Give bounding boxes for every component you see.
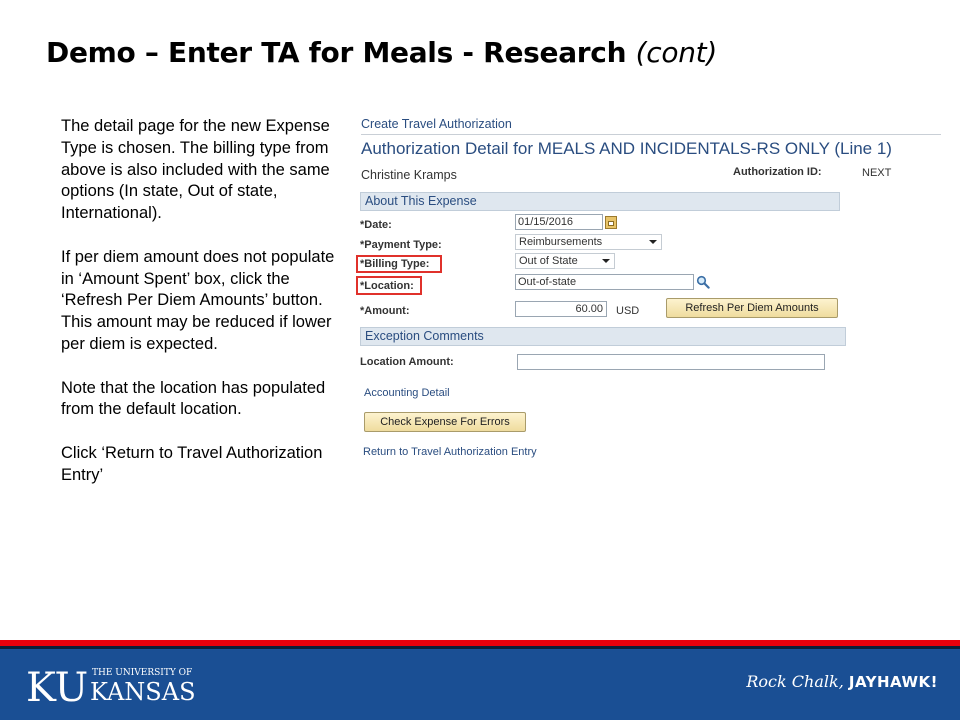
location-amount-field[interactable] xyxy=(517,354,825,370)
return-to-authorization-entry-link[interactable]: Return to Travel Authorization Entry xyxy=(363,446,537,458)
accounting-detail-link[interactable]: Accounting Detail xyxy=(364,387,450,399)
payment-type-select[interactable] xyxy=(515,234,662,250)
location-field[interactable]: Out-of-state xyxy=(515,274,694,290)
logo-kansas-text: KANSAS xyxy=(90,678,196,706)
location-label: *Location: xyxy=(360,280,414,292)
dropdown-arrow-icon xyxy=(602,259,610,263)
logo-university-text: THE UNIVERSITY OF xyxy=(92,668,193,678)
date-field[interactable]: 01/15/2016 xyxy=(515,214,603,230)
slide-title-cont: (cont) xyxy=(635,36,717,69)
note-paragraph: The detail page for the new Expense Type is chosen. The billing type from above is also included with the same options (In state, Out of state, International). xyxy=(61,117,330,223)
note-paragraph: Note that the location has populated from the default location. xyxy=(61,378,326,419)
billing-type-value: Out of State xyxy=(519,255,578,267)
location-amount-label: Location Amount: xyxy=(360,356,454,368)
section-about-this-expense: About This Expense xyxy=(360,192,840,211)
check-expense-button[interactable]: Check Expense For Errors xyxy=(364,412,526,432)
ku-logo xyxy=(26,662,196,706)
authorization-id-label: Authorization ID: xyxy=(733,166,822,178)
calendar-icon[interactable] xyxy=(605,216,617,229)
divider xyxy=(361,134,941,135)
breadcrumb[interactable]: Create Travel Authorization xyxy=(361,117,512,131)
page-title: Authorization Detail for MEALS AND INCIDENTALS-RS ONLY (Line 1) xyxy=(361,139,892,158)
lookup-magnifier-icon[interactable] xyxy=(696,275,710,289)
refresh-per-diem-button[interactable]: Refresh Per Diem Amounts xyxy=(666,298,838,318)
tagline-jayhawk: JAYHAWK! xyxy=(848,673,938,691)
section-exception-comments: Exception Comments xyxy=(360,327,846,346)
amount-field[interactable]: 60.00 xyxy=(515,301,607,317)
authorization-id-value: NEXT xyxy=(862,167,892,179)
payment-type-value: Reimbursements xyxy=(519,236,603,248)
payment-type-label: *Payment Type: xyxy=(360,239,442,251)
tagline-rock-chalk: Rock Chalk, xyxy=(746,672,849,691)
slide-title-main: Demo – Enter TA for Meals - Research xyxy=(46,36,636,69)
footer-tagline xyxy=(746,672,938,691)
logo-ku-text: KU xyxy=(26,665,89,706)
slide-title xyxy=(46,36,717,69)
currency-label: USD xyxy=(616,305,640,317)
note-paragraph: If per diem amount does not populate in ‘Amount Spent’ box, click the ‘Refresh Per Diem Amounts’ button. This amount may be reduced if lower per diem is expected. xyxy=(61,247,335,353)
note-paragraph: Click ‘Return to Travel Authorization Entry’ xyxy=(61,443,323,484)
footer-dark-stripe xyxy=(0,646,960,649)
billing-type-label: *Billing Type: xyxy=(360,258,430,270)
dropdown-arrow-icon xyxy=(649,240,657,244)
instruction-notes xyxy=(61,116,351,508)
peoplesoft-screenshot xyxy=(355,112,945,472)
date-label: *Date: xyxy=(360,219,392,231)
billing-type-select[interactable] xyxy=(515,253,615,269)
footer-bar xyxy=(0,640,960,720)
amount-label: *Amount: xyxy=(360,305,410,317)
employee-name: Christine Kramps xyxy=(361,168,457,182)
